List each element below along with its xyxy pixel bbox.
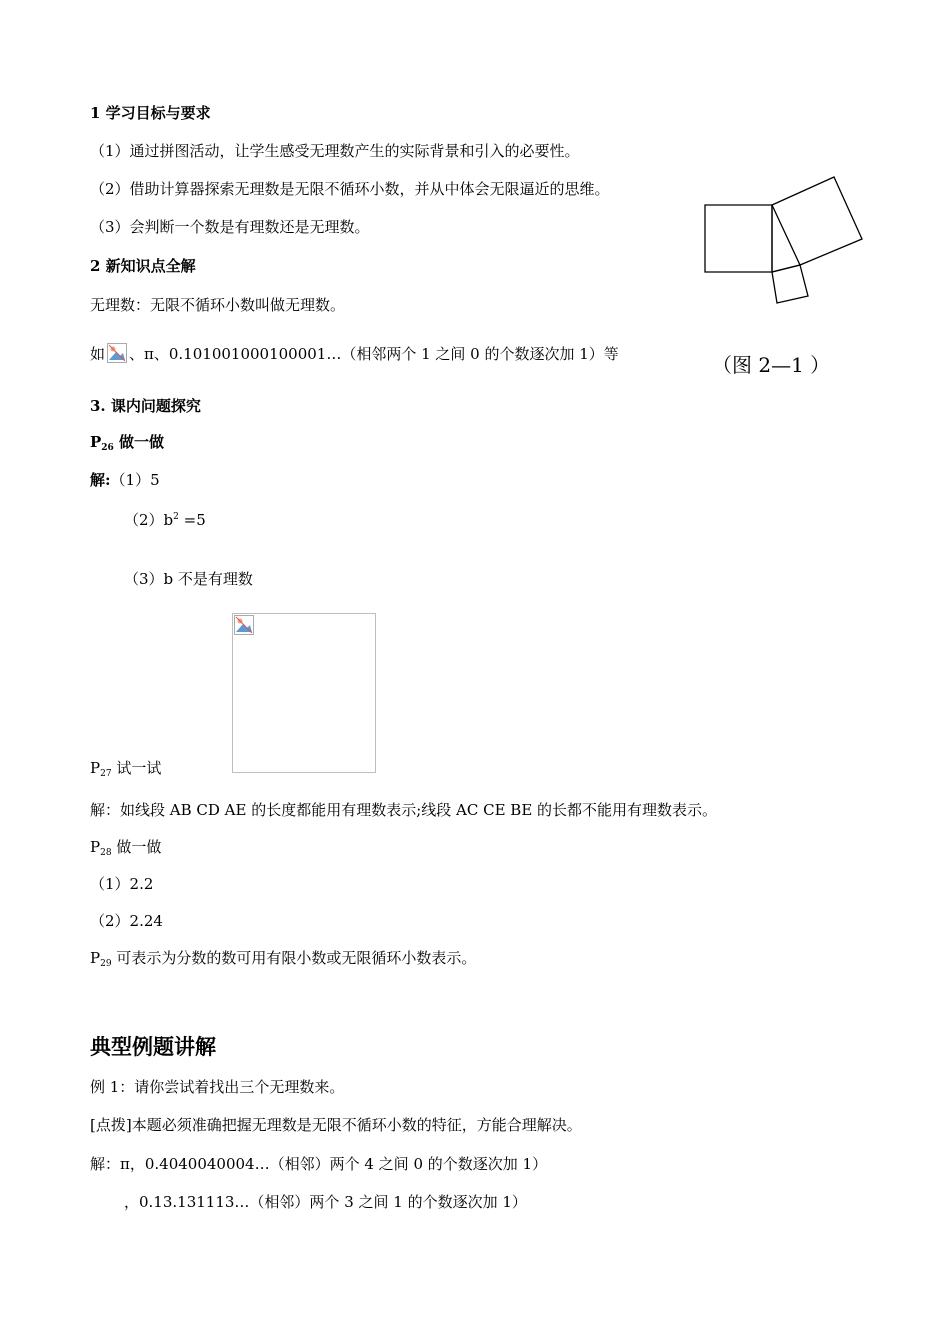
irrational-definition: 无理数：无限不循环小数叫做无理数。	[90, 296, 346, 314]
solution-1-text: （1）5	[110, 471, 160, 489]
section2-title: 2 新知识点全解	[90, 257, 196, 275]
objective-item-1: （1）通过拼图活动，让学生感受无理数产生的实际背景和引入的必要性。	[90, 142, 580, 160]
solution-3: （3）b 不是有理数	[124, 570, 253, 588]
solution-2	[124, 507, 206, 530]
objective-item-3: （3）会判断一个数是有理数还是无理数。	[90, 218, 370, 236]
p28-answer-2: （2）2.24	[90, 912, 163, 930]
examples-heading: 典型例题讲解	[90, 1035, 216, 1059]
p28-page: 28	[100, 848, 112, 858]
p28-title: 做一做	[111, 838, 162, 856]
p27-heading	[90, 758, 161, 784]
example-solution-2: ，0.13.131113…（相邻）两个 3 之间 1 的个数逐次加 1）	[124, 1193, 527, 1211]
objective-item-2: （2）借助计算器探索无理数是无限不循环小数，并从中体会无限逼近的思维。	[90, 180, 610, 198]
example-suffix: 、π、0.101001000100001…（相邻两个 1 之间 0 的个数逐次加 1）等	[129, 345, 619, 363]
p29-page: 29	[100, 959, 112, 969]
p27-label: P	[90, 759, 101, 777]
solution-1	[90, 470, 160, 490]
broken-image-icon	[107, 343, 127, 363]
p27-title: 试一试	[111, 759, 162, 777]
solution-2-prefix: （2）b	[124, 511, 174, 529]
section3-title: 3. 课内问题探究	[90, 397, 201, 415]
broken-image-icon	[234, 615, 254, 635]
example-1: 例 1：请你尝试着找出三个无理数来。	[90, 1078, 345, 1096]
solution-2-suffix: =5	[178, 511, 206, 529]
p29-line	[90, 948, 476, 974]
p28-label: P	[90, 838, 101, 856]
p27-answer: 解：如线段 AB CD AE 的长度都能用有理数表示;线段 AC CE BE 的长都不能用有理数表示。	[90, 801, 718, 819]
p29-label: P	[90, 949, 101, 967]
broken-image-box	[232, 613, 376, 773]
figure-caption: （图 2—1 ）	[712, 353, 831, 377]
section1-title: 1 学习目标与要求	[90, 104, 211, 122]
figure-squares	[700, 172, 870, 312]
p28-answer-1: （1）2.2	[90, 875, 154, 893]
example-solution-1: 解：π，0.4040040004…（相邻）两个 4 之间 0 的个数逐次加 1）	[90, 1155, 548, 1173]
irrational-examples	[90, 343, 619, 364]
p29-text: 可表示为分数的数可用有限小数或无限循环小数表示。	[111, 949, 477, 967]
solution-label: 解:	[90, 471, 111, 489]
example-hint: [点拨]本题必须准确把握无理数是无限不循环小数的特征，方能合理解决。	[90, 1116, 582, 1134]
p28-heading	[90, 837, 161, 863]
p26-label: P	[90, 433, 102, 451]
example-prefix: 如	[90, 345, 106, 363]
p26-heading	[90, 432, 164, 458]
solution-2-exponent: 2	[173, 512, 179, 522]
p27-page: 27	[100, 769, 112, 779]
p26-title: 做一做	[113, 433, 165, 451]
p26-page: 26	[101, 443, 114, 453]
